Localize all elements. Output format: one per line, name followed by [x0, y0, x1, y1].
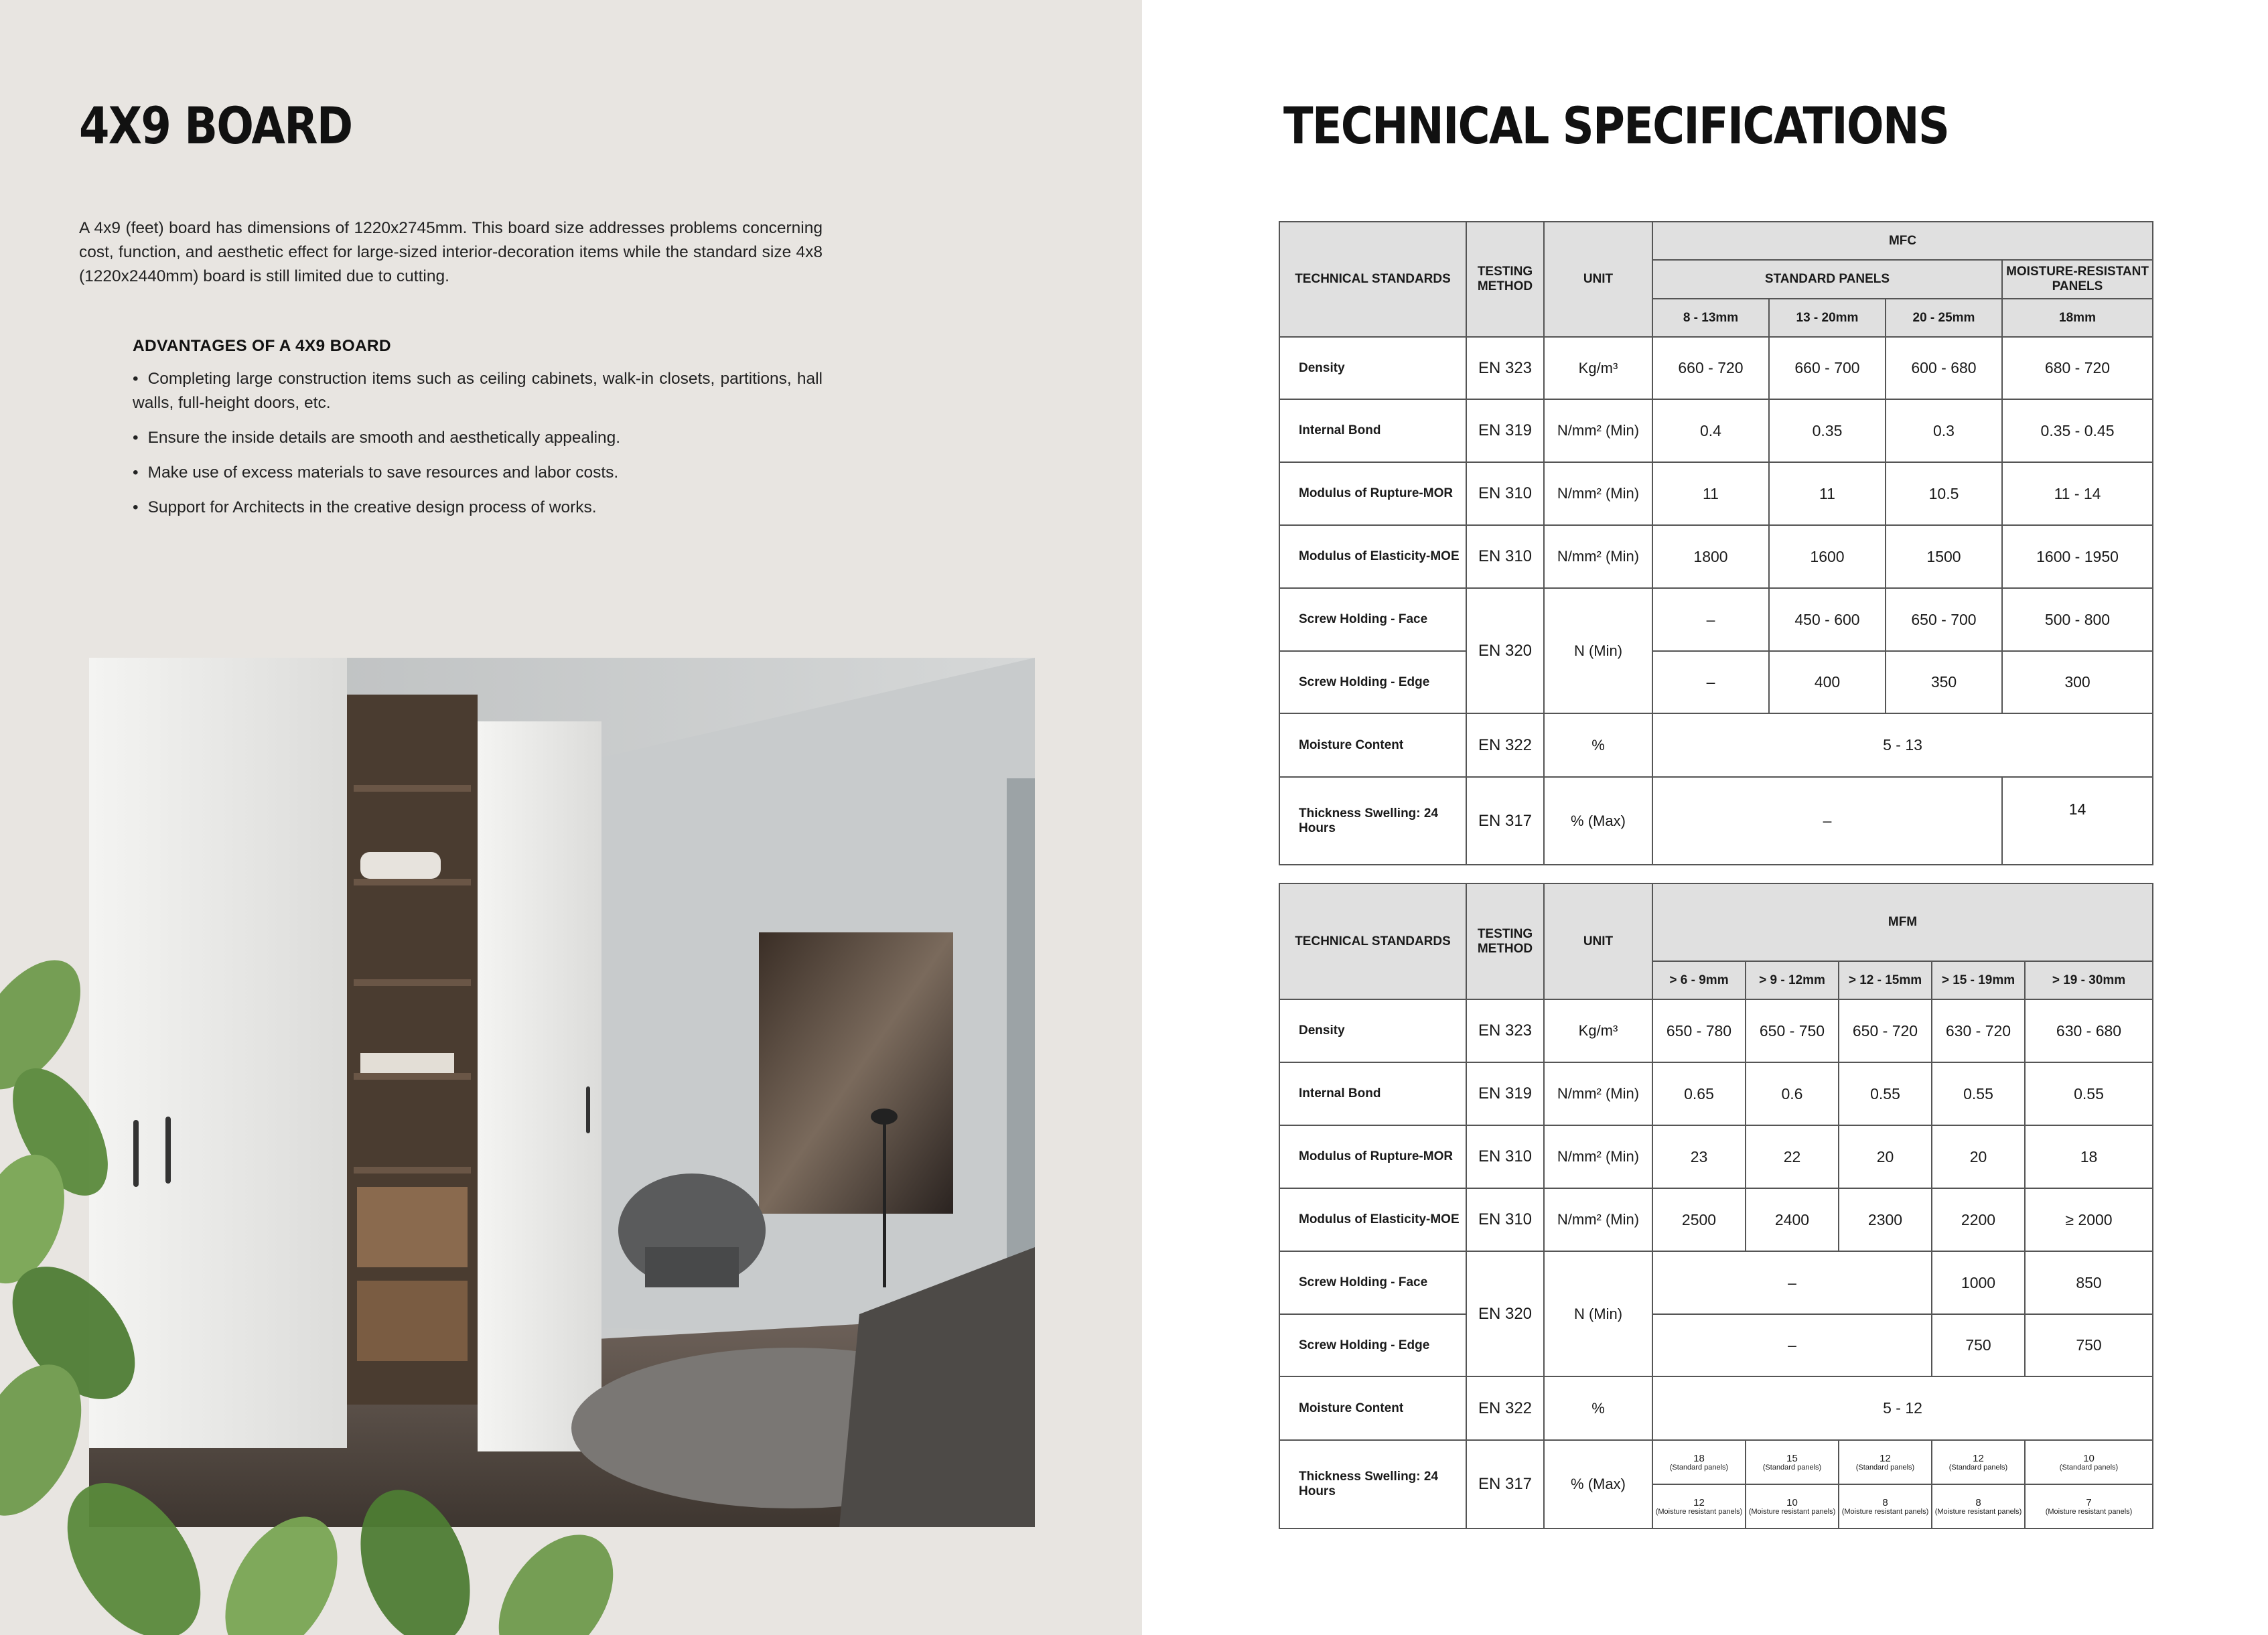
header-size: 13 - 20mm — [1769, 299, 1886, 337]
header-size: 20 - 25mm — [1886, 299, 2002, 337]
unit: % — [1544, 1376, 1652, 1440]
table-row — [1279, 462, 2153, 525]
cell-value: 0.4 — [1652, 399, 1769, 462]
cell-value: – — [1652, 1314, 1932, 1376]
cell-value: 500 - 800 — [2002, 588, 2153, 651]
cell-value: 650 - 750 — [1746, 999, 1839, 1062]
test-method: EN 319 — [1466, 1062, 1544, 1125]
swelling-standard-cell — [2025, 1440, 2153, 1484]
swelling-standard-cell — [1652, 1440, 1746, 1484]
panel-note: (Standard panels) — [2059, 1463, 2119, 1472]
table-row — [1279, 1440, 2153, 1484]
bullet: • — [133, 498, 139, 516]
cell-value: 11 - 14 — [2002, 462, 2153, 525]
test-method: EN 322 — [1466, 713, 1544, 777]
table-row — [1279, 525, 2153, 588]
cell-value: 1000 — [1932, 1251, 2025, 1314]
cell-value: 2300 — [1839, 1188, 1932, 1251]
cell-value: ≥ 2000 — [2025, 1188, 2153, 1251]
swelling-value: 10 — [1786, 1496, 1798, 1508]
test-method: EN 322 — [1466, 1376, 1544, 1440]
table-row — [1279, 399, 2153, 462]
cell-value: – — [1652, 777, 2002, 865]
row-label: Thickness Swelling: 24 Hours — [1279, 777, 1466, 865]
cell-value: – — [1652, 651, 1769, 713]
panel-note: (Moisture resistant panels) — [1934, 1507, 2022, 1516]
cell-value: 660 - 700 — [1769, 337, 1886, 399]
wardrobe-photo — [89, 658, 1035, 1527]
header-moisture-resistant-panels: MOISTURE-RESISTANT PANELS — [2002, 260, 2153, 299]
unit: % (Max) — [1544, 777, 1652, 865]
advantage-text: Make use of excess materials to save resources and labor costs. — [147, 464, 619, 482]
header-mfm: MFM — [1652, 883, 2153, 961]
header-size: > 19 - 30mm — [2025, 961, 2153, 999]
cell-value: 22 — [1746, 1125, 1839, 1188]
header-size: > 9 - 12mm — [1746, 961, 1839, 999]
list-item — [133, 496, 823, 520]
cell-value: 5 - 13 — [1652, 713, 2153, 777]
test-method: EN 319 — [1466, 399, 1544, 462]
header-technical-standards: TECHNICAL STANDARDS — [1279, 222, 1466, 337]
swelling-moisture-cell — [1652, 1484, 1746, 1529]
bullet: • — [133, 464, 139, 482]
panel-note: (Standard panels) — [1855, 1463, 1915, 1472]
cell-value: 750 — [2025, 1314, 2153, 1376]
cell-value: 0.55 — [1839, 1062, 1932, 1125]
table-row — [1279, 588, 2153, 651]
cell-value: 10.5 — [1886, 462, 2002, 525]
table-row — [1279, 777, 2153, 865]
unit: N/mm² (Min) — [1544, 1062, 1652, 1125]
row-label: Thickness Swelling: 24 Hours — [1279, 1440, 1466, 1529]
table-row — [1279, 1314, 2153, 1376]
section-title: TECHNICAL SPECIFICATIONS — [1283, 96, 1949, 155]
header-testing-method: TESTING METHOD — [1466, 883, 1544, 999]
cell-value: 14 — [2002, 777, 2153, 865]
unit: Kg/m³ — [1544, 337, 1652, 399]
swelling-standard-cell — [1839, 1440, 1932, 1484]
row-label: Modulus of Rupture-MOR — [1279, 1125, 1466, 1188]
cell-value: 350 — [1886, 651, 2002, 713]
test-method: EN 317 — [1466, 1440, 1544, 1529]
cell-value: 1600 - 1950 — [2002, 525, 2153, 588]
test-method: EN 310 — [1466, 525, 1544, 588]
table-row — [1279, 1125, 2153, 1188]
cell-value: 11 — [1769, 462, 1886, 525]
header-size: 8 - 13mm — [1652, 299, 1769, 337]
test-method: EN 310 — [1466, 1125, 1544, 1188]
row-label: Moisture Content — [1279, 713, 1466, 777]
bullet: • — [133, 429, 139, 447]
advantages-list — [133, 367, 823, 530]
header-size: > 6 - 9mm — [1652, 961, 1746, 999]
swelling-moisture-cell — [1746, 1484, 1839, 1529]
cell-value: 850 — [2025, 1251, 2153, 1314]
header-technical-standards: TECHNICAL STANDARDS — [1279, 883, 1466, 999]
cell-value: 0.35 — [1769, 399, 1886, 462]
row-label: Screw Holding - Face — [1279, 1251, 1466, 1314]
swelling-standard-cell — [1932, 1440, 2025, 1484]
advantages-heading: ADVANTAGES OF A 4X9 BOARD — [133, 337, 391, 355]
cell-value: 1500 — [1886, 525, 2002, 588]
header-unit: UNIT — [1544, 222, 1652, 337]
unit: % (Max) — [1544, 1440, 1652, 1529]
list-item — [133, 426, 823, 450]
swelling-value: 10 — [2083, 1452, 2095, 1464]
cell-value: 0.3 — [1886, 399, 2002, 462]
test-method: EN 323 — [1466, 999, 1544, 1062]
row-label: Moisture Content — [1279, 1376, 1466, 1440]
cell-value: 750 — [1932, 1314, 2025, 1376]
swelling-value: 12 — [1973, 1452, 1984, 1464]
cell-value: – — [1652, 1251, 1932, 1314]
bullet: • — [133, 370, 139, 388]
table-row — [1279, 337, 2153, 399]
row-label: Density — [1279, 337, 1466, 399]
list-item — [133, 367, 823, 415]
row-label: Density — [1279, 999, 1466, 1062]
swelling-value: 12 — [1693, 1496, 1705, 1508]
unit: N/mm² (Min) — [1544, 1125, 1652, 1188]
panel-note: (Moisture resistant panels) — [2045, 1507, 2133, 1516]
swelling-value: 18 — [1693, 1452, 1705, 1464]
cell-value: 0.55 — [1932, 1062, 2025, 1125]
unit: % — [1544, 713, 1652, 777]
cell-value: 1600 — [1769, 525, 1886, 588]
unit: N/mm² (Min) — [1544, 399, 1652, 462]
cell-value: 23 — [1652, 1125, 1746, 1188]
row-label: Modulus of Elasticity-MOE — [1279, 525, 1466, 588]
table-row — [1279, 1062, 2153, 1125]
cell-value: 2200 — [1932, 1188, 2025, 1251]
swelling-moisture-cell — [2025, 1484, 2153, 1529]
cell-value: 18 — [2025, 1125, 2153, 1188]
table-row — [1279, 651, 2153, 713]
unit: N/mm² (Min) — [1544, 462, 1652, 525]
cell-value: 1800 — [1652, 525, 1769, 588]
row-label: Modulus of Rupture-MOR — [1279, 462, 1466, 525]
row-label: Modulus of Elasticity-MOE — [1279, 1188, 1466, 1251]
panel-note: (Standard panels) — [1762, 1463, 1822, 1472]
cell-value: – — [1652, 588, 1769, 651]
row-label: Internal Bond — [1279, 1062, 1466, 1125]
table-row — [1279, 999, 2153, 1062]
swelling-moisture-cell — [1839, 1484, 1932, 1529]
unit: N (Min) — [1544, 588, 1652, 713]
header-testing-method: TESTING METHOD — [1466, 222, 1544, 337]
cell-value: 0.55 — [2025, 1062, 2153, 1125]
swelling-value: 12 — [1880, 1452, 1891, 1464]
unit: Kg/m³ — [1544, 999, 1652, 1062]
cell-value: 0.6 — [1746, 1062, 1839, 1125]
test-method: EN 320 — [1466, 1251, 1544, 1376]
row-label: Internal Bond — [1279, 399, 1466, 462]
cell-value: 2500 — [1652, 1188, 1746, 1251]
swelling-value: 7 — [2086, 1496, 2092, 1508]
header-unit: UNIT — [1544, 883, 1652, 999]
header-size: > 15 - 19mm — [1932, 961, 2025, 999]
row-label: Screw Holding - Edge — [1279, 1314, 1466, 1376]
test-method: EN 323 — [1466, 337, 1544, 399]
panel-note: (Standard panels) — [1948, 1463, 2008, 1472]
header-size: 18mm — [2002, 299, 2153, 337]
mfc-spec-table — [1279, 221, 2153, 865]
advantage-text: Completing large construction items such as ceiling cabinets, walk-in closets, partitions, hall walls, full-height doors, etc. — [133, 370, 823, 412]
table-row — [1279, 1376, 2153, 1440]
cell-value: 650 - 720 — [1839, 999, 1932, 1062]
mfm-spec-table — [1279, 883, 2153, 1529]
cell-value: 400 — [1769, 651, 1886, 713]
row-label: Screw Holding - Face — [1279, 588, 1466, 651]
cell-value: 450 - 600 — [1769, 588, 1886, 651]
unit: N (Min) — [1544, 1251, 1652, 1376]
advantage-text: Support for Architects in the creative design process of works. — [147, 498, 597, 516]
cell-value: 20 — [1932, 1125, 2025, 1188]
swelling-value: 15 — [1786, 1452, 1798, 1464]
swelling-standard-cell — [1746, 1440, 1839, 1484]
unit: N/mm² (Min) — [1544, 1188, 1652, 1251]
cell-value: 660 - 720 — [1652, 337, 1769, 399]
table-row — [1279, 713, 2153, 777]
cell-value: 0.35 - 0.45 — [2002, 399, 2153, 462]
table-row — [1279, 1251, 2153, 1314]
header-mfc: MFC — [1652, 222, 2153, 260]
test-method: EN 310 — [1466, 462, 1544, 525]
cell-value: 650 - 780 — [1652, 999, 1746, 1062]
cell-value: 20 — [1839, 1125, 1932, 1188]
test-method: EN 317 — [1466, 777, 1544, 865]
header-size: > 12 - 15mm — [1839, 961, 1932, 999]
table-row — [1279, 1188, 2153, 1251]
panel-note: (Moisture resistant panels) — [1841, 1507, 1929, 1516]
unit: N/mm² (Min) — [1544, 525, 1652, 588]
cell-value: 630 - 680 — [2025, 999, 2153, 1062]
swelling-value: 8 — [1975, 1496, 1981, 1508]
intro-paragraph: A 4x9 (feet) board has dimensions of 1220x2745mm. This board size addresses problems concerning cost, function, and aesthetic effect for large-sized interior-decoration items while the standard size 4x8 (1220x2440mm) board is still limited due to cutting. — [79, 219, 823, 285]
cell-value: 650 - 700 — [1886, 588, 2002, 651]
test-method: EN 310 — [1466, 1188, 1544, 1251]
swelling-moisture-cell — [1932, 1484, 2025, 1529]
cell-value: 5 - 12 — [1652, 1376, 2153, 1440]
list-item — [133, 461, 823, 485]
header-standard-panels: STANDARD PANELS — [1652, 260, 2002, 299]
cell-value: 11 — [1652, 462, 1769, 525]
cell-value: 2400 — [1746, 1188, 1839, 1251]
row-label: Screw Holding - Edge — [1279, 651, 1466, 713]
cell-value: 600 - 680 — [1886, 337, 2002, 399]
swelling-value: 8 — [1882, 1496, 1888, 1508]
cell-value: 300 — [2002, 651, 2153, 713]
panel-note: (Moisture resistant panels) — [1748, 1507, 1836, 1516]
test-method: EN 320 — [1466, 588, 1544, 713]
panel-note: (Moisture resistant panels) — [1655, 1507, 1743, 1516]
cell-value: 630 - 720 — [1932, 999, 2025, 1062]
cell-value: 0.65 — [1652, 1062, 1746, 1125]
page-title: 4X9 BOARD — [79, 96, 352, 155]
advantage-text: Ensure the inside details are smooth and aesthetically appealing. — [147, 429, 621, 447]
cell-value: 680 - 720 — [2002, 337, 2153, 399]
panel-note: (Standard panels) — [1669, 1463, 1729, 1472]
